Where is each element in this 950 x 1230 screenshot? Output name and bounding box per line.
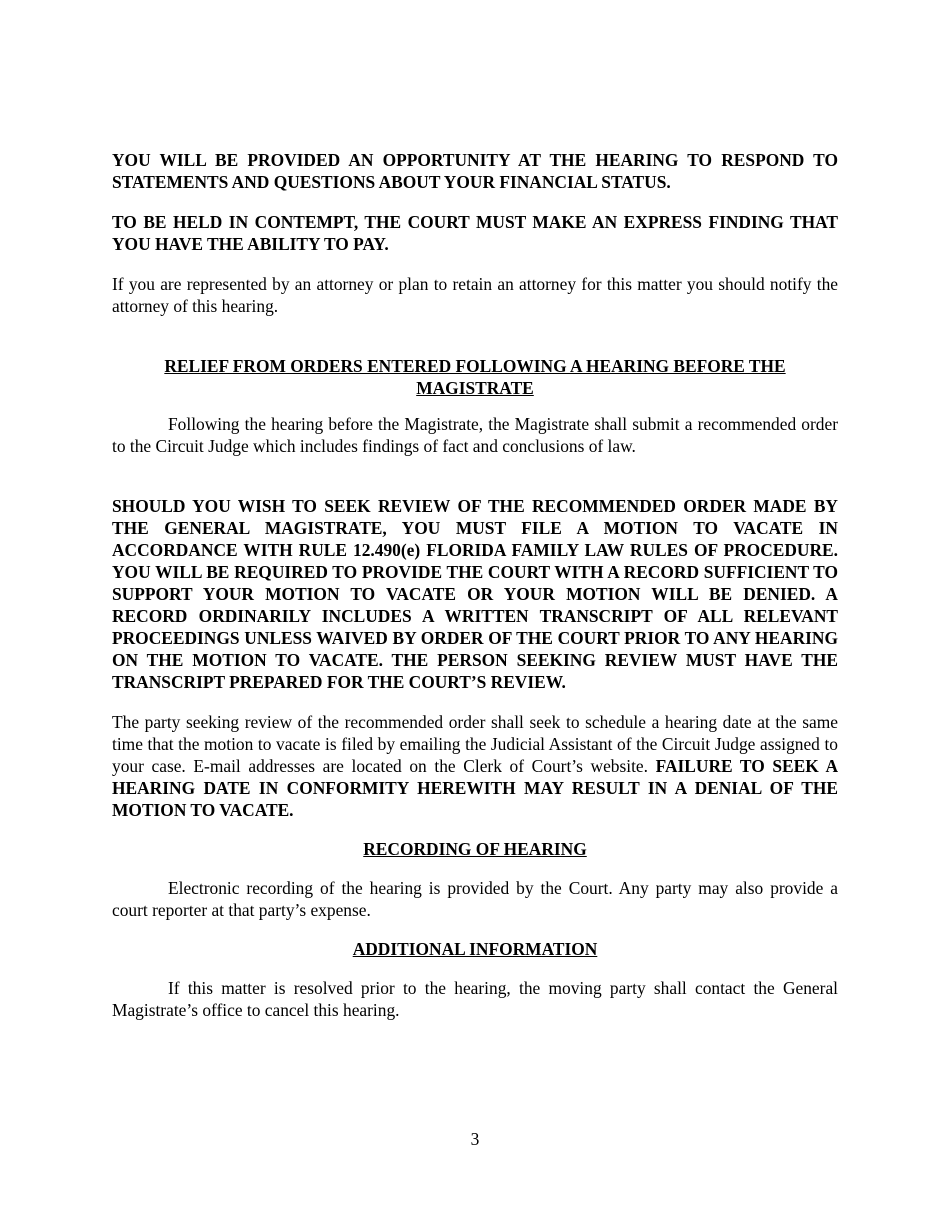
- document-page: [112, 149, 838, 1021]
- recording-heading: RECORDING OF HEARING: [363, 839, 587, 859]
- additional-info-paragraph: If this matter is resolved prior to the hearing, the moving party shall contact the General Magistrate’s office to cancel this hearing.: [112, 978, 838, 1020]
- additional-info-heading: ADDITIONAL INFORMATION: [352, 939, 598, 959]
- schedule-paragraph: [112, 711, 838, 821]
- schedule-warning: FAILURE TO SEEK A HEARING DATE IN CONFORMITY HEREWITH MAY RESULT IN A DENIAL OF THE MOTION TO VACATE.: [112, 756, 838, 820]
- respond-opportunity-notice: YOU WILL BE PROVIDED AN OPPORTUNITY AT THE HEARING TO RESPOND TO STATEMENTS AND QUESTIONS ABOUT YOUR FINANCIAL STATUS.: [112, 150, 838, 192]
- contempt-notice: TO BE HELD IN CONTEMPT, THE COURT MUST MAKE AN EXPRESS FINDING THAT YOU HAVE THE ABILITY TO PAY.: [112, 212, 838, 254]
- attorney-notice: If you are represented by an attorney or plan to retain an attorney for this matter you should notify the attorney of this hearing.: [112, 274, 838, 316]
- relief-heading: RELIEF FROM ORDERS ENTERED FOLLOWING A HEARING BEFORE THE MAGISTRATE: [164, 356, 786, 398]
- recommended-order-paragraph: Following the hearing before the Magistrate, the Magistrate shall submit a recommended order to the Circuit Judge which includes findings of fact and conclusions of law.: [112, 414, 838, 456]
- schedule-text: The party seeking review of the recommended order shall seek to schedule a hearing date at the same time that the motion to vacate is filed by emailing the Judicial Assistant of the Circuit Judge assigned to your case. E-mail addresses are located on the Clerk of Court’s website.: [112, 712, 838, 776]
- recording-paragraph: Electronic recording of the hearing is provided by the Court. Any party may also provide a court reporter at that party’s expense.: [112, 878, 838, 920]
- page-number: 3: [470, 1129, 480, 1149]
- review-warning: SHOULD YOU WISH TO SEEK REVIEW OF THE RECOMMENDED ORDER MADE BY THE GENERAL MAGISTRATE, YOU MUST FILE A MOTION TO VACATE IN ACCORDANCE WITH RULE 12.490(e) FLORIDA FAMILY LAW RULES OF PROCEDURE. YOU WILL BE REQUIRED TO PROVIDE THE COURT WITH A RECORD SUFFICIENT TO SUPPORT YOUR MOTION TO VACATE OR YOUR MOTION WILL BE DENIED. A RECORD ORDINARILY INCLUDES A WRITTEN TRANSCRIPT OF ALL RELEVANT PROCEEDINGS UNLESS WAIVED BY ORDER OF THE COURT PRIOR TO ANY HEARING ON THE MOTION TO VACATE. THE PERSON SEEKING REVIEW MUST HAVE THE TRANSCRIPT PREPARED FOR THE COURT’S REVIEW.: [112, 496, 838, 692]
